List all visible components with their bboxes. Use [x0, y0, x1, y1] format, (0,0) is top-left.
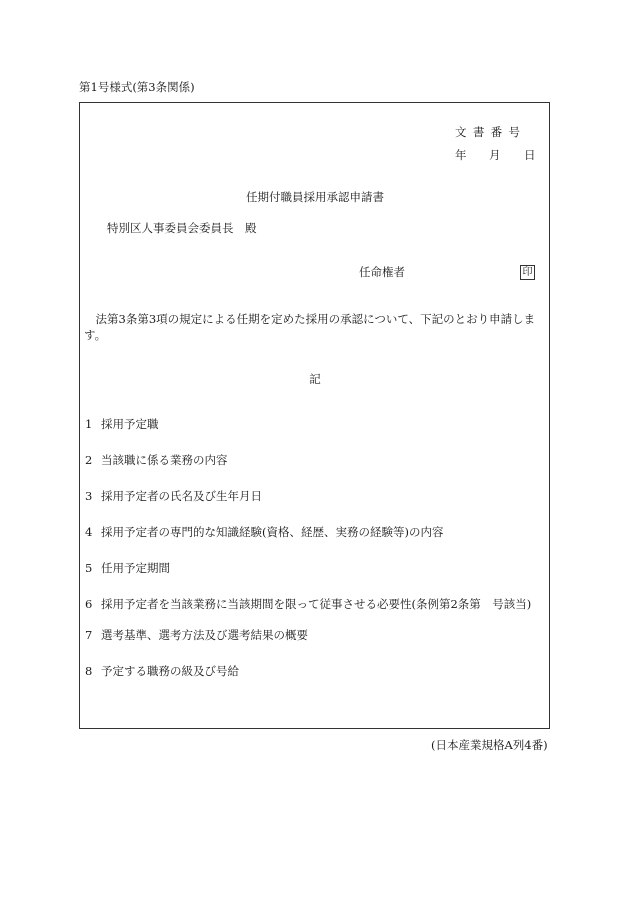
item-text: 任用予定期間	[101, 561, 170, 575]
list-item	[85, 666, 239, 678]
seal-mark: 印	[520, 265, 535, 280]
list-item	[85, 419, 159, 431]
list-item	[85, 630, 308, 642]
date-day-label: 日	[524, 148, 536, 162]
item-text: 選考基準、選考方法及び選考結果の概要	[101, 628, 308, 642]
item-number: 7	[85, 628, 93, 642]
appointer-label: 任命権者	[359, 265, 405, 279]
list-item	[85, 563, 170, 575]
document-title: 任期付職員採用承認申請書	[246, 190, 384, 204]
list-item	[85, 491, 262, 503]
ki-heading: 記	[309, 372, 321, 386]
item-number: 4	[85, 525, 93, 539]
list-item	[85, 527, 443, 539]
paper-size-note: (日本産業規格A列4番)	[431, 738, 548, 752]
item-text: 採用予定者の氏名及び生年月日	[101, 489, 262, 503]
date-year-label: 年	[455, 148, 467, 162]
item-number: 8	[85, 664, 93, 678]
item-number: 2	[85, 453, 93, 467]
item-text: 当該職に係る業務の内容	[101, 453, 228, 467]
addressee: 特別区人事委員会委員長 殿	[107, 221, 257, 235]
list-item	[85, 455, 228, 467]
application-body-text: 法第3条第3項の規定による任期を定めた採用の承認について、下記のとおり申請します。	[84, 312, 536, 342]
item-text: 採用予定者を当該業務に当該期間を限って従事させる必要性(条例第2条第 号該当)	[101, 597, 532, 611]
item-text: 採用予定職	[101, 417, 159, 431]
item-number: 1	[85, 417, 93, 431]
item-number: 5	[85, 561, 93, 575]
item-number: 6	[85, 597, 93, 611]
item-number: 3	[85, 489, 93, 503]
list-item	[85, 599, 531, 611]
item-text: 採用予定者の専門的な知識経験(資格、経歴、実務の経験等)の内容	[101, 525, 444, 539]
form-number-label: 第1号様式(第3条関係)	[79, 80, 195, 94]
document-number-label: 文書番号	[455, 125, 527, 139]
date-month-label: 月	[489, 148, 501, 162]
item-text: 予定する職務の級及び号給	[101, 664, 239, 678]
